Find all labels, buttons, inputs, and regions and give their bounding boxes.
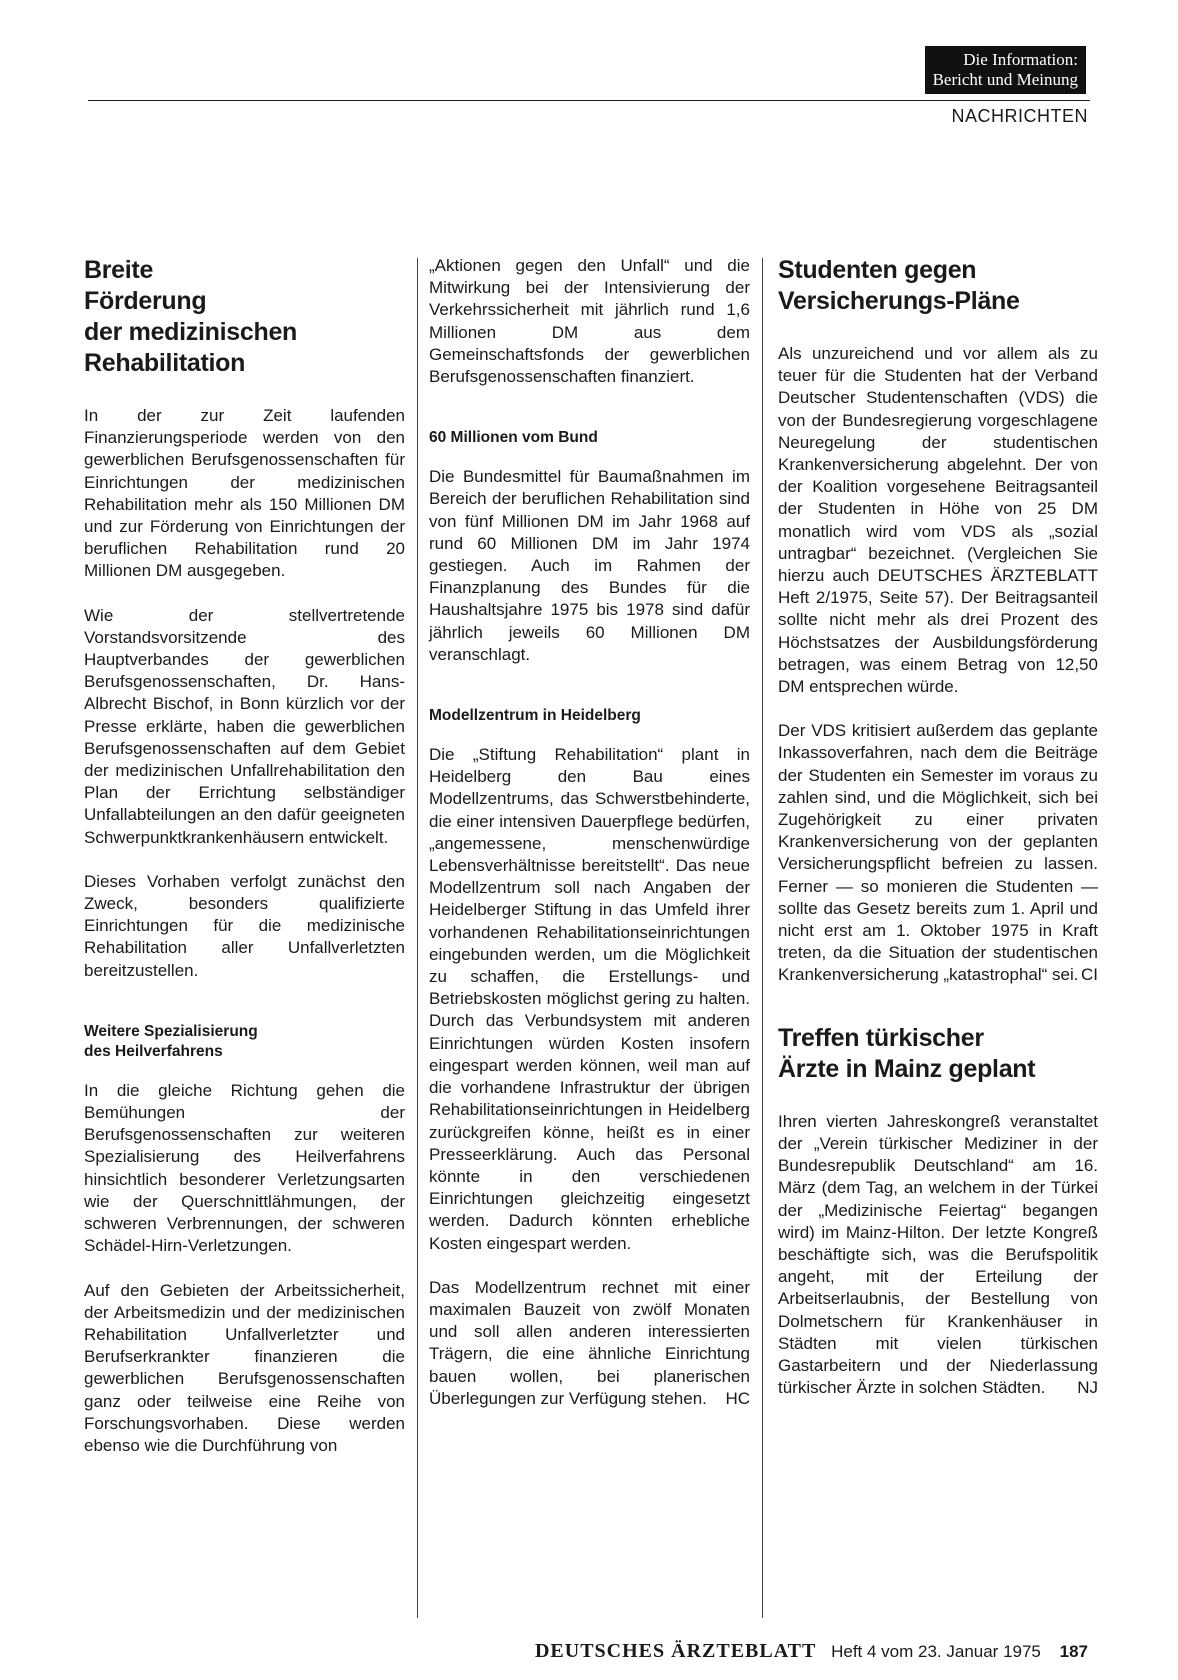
section-label: NACHRICHTEN [951, 106, 1088, 126]
column-2 [429, 255, 750, 1432]
title-line: Versicherungs-Pläne [778, 287, 1020, 315]
paragraph-text: Ihren vierten Jahreskongreß veranstaltet der „Verein türkischer Mediziner in der Bundesrepublik Deutschland“ am 16. März (dem Tag, an welchem in der Türkei der „Medizinische Feiertag“ begangen wird) im Mainz-Hilton. Der letzte Kongreß beschäftigte sich, was die Berufspolitik angeht, mit der Erteilung der Arbeitserlaubnis, der Bestellung von Dolmetschern für Krankenhäuser in Städten mit vielen türkischen Gastarbeitern und der Niederlassung türkischer Ärzte in solchen Städten. [778, 1111, 1098, 1398]
journal-name: DEUTSCHES ÄRZTEBLATT [534, 1640, 817, 1662]
article-title [84, 255, 405, 379]
header-rule [88, 100, 1090, 101]
section-box [925, 46, 1086, 94]
page-number: 187 [1059, 1642, 1088, 1661]
issue-info: Heft 4 vom 23. Januar 1975 [831, 1642, 1041, 1661]
section-line-1: Die Information: [963, 50, 1078, 69]
paragraph: Die Bundesmittel für Baumaßnahmen im Bereich der beruflichen Rehabilitation sind von fünf Millionen DM im Jahr 1968 auf rund 60 Millionen DM im Jahr 1974 gestiegen. Auch im Rahmen der Finanzplanung des Bundes für die Haushaltsjahre 1975 bis 1978 sind dafür jährlich jeweils 60 Millionen DM veranschlagt. [429, 467, 750, 664]
paragraph [778, 1111, 1098, 1400]
section-line-2: Bericht und Meinung [932, 70, 1078, 89]
title-line: Rehabilitation [84, 349, 246, 377]
paragraph: Auf den Gebieten der Arbeitssicherheit, der Arbeitsmedizin und der medizinischen Rehabilitation Unfallverletzter und Berufserkrankter finanzieren die gewerblichen Berufsgenossenschaften ganz oder teilweise eine Reihe von Forschungsvorhaben. Diese werden ebenso wie die Durchführung von [84, 1280, 405, 1455]
subheading: 60 Millionen vom Bund [429, 429, 598, 447]
paragraph-text: Der VDS kritisiert außerdem das geplante Inkassoverfahren, nach dem die Beiträge der Studenten ein Semester im voraus zu zahlen sind, und die Möglichkeit, sich bei Zugehörigkeit zu einer privaten Krankenversicherung von der geplanten Versicherungspflicht befreien zu lassen. Ferner — so monieren die Studenten — sollte das Gesetz bereits zum 1. April und nicht erst am 1. Oktober 1975 in Kraft treten, da die Situation der studentischen Krankenversicherung „katastrophal“ sei. [778, 721, 1098, 985]
author-signature: HC [725, 1388, 750, 1408]
title-line: Förderung [84, 287, 207, 315]
paragraph-text: Das Modellzentrum rechnet mit einer maximalen Bauzeit von zwölf Monaten und soll allen anderen interessierten Trägern, die eine ähnliche Einrichtung bauen wollen, bei planerischen Überlegungen zur Verfügung stehen. [429, 1277, 750, 1408]
paragraph: Die „Stiftung Rehabilitation“ plant in Heidelberg den Bau eines Modellzentrums, das Schwerstbehinderte, die einer intensiven Dauerpflege bedürfen, „angemessene, menschenwürdige Lebensverhältnisse bereitstellt“. Das neue Modellzentrum soll nach Angaben der Heidelberger Stiftung in das Umfeld ihrer vorhandenen Rehabilitationseinrichtungen eingebunden werden, um die Möglichkeit zu schaffen, die Erstellungs- und Betriebskosten möglichst gering zu halten. Durch das Verbundsystem mit anderen Einrichtungen würden Kosten insofern eingespart werden können, weil man auf die vorhandene Infrastruktur der übrigen Rehabilitationseinrichtungen in Heidelberg zurückgreifen könne, heißt es in einer Presseerklärung. Auch das Personal könnte in den verschiedenen Einrichtungen gleichzeitig eingesetzt werden. Dadurch könnten erhebliche Kosten eingespart werden. [429, 745, 750, 1253]
title-line: Ärzte in Mainz geplant [778, 1054, 1036, 1083]
column-1 [84, 255, 405, 1479]
article-title [778, 255, 1098, 317]
subheading: Modellzentrum in Heidelberg [429, 707, 641, 725]
paragraph: „Aktionen gegen den Unfall“ und die Mitwirkung bei der Intensivierung der Verkehrssicherheit mit jährlich rund 1,6 Millionen DM aus dem Gemeinschaftsfonds der gewerblichen Berufsgenossenschaften finanziert. [429, 256, 750, 387]
paragraph [778, 720, 1098, 986]
paragraph: Wie der stellvertretende Vorstandsvorsitzende des Hauptverbandes der gewerblichen Berufsgenossenschaften, Dr. Hans-Albrecht Bischof, in Bonn kürzlich vor der Presse erklärte, haben die gewerblichen Berufsgenossenschaften auf dem Gebiet der medizinischen Unfallrehabilitation den Plan der Errichtung selbständiger Unfallabteilungen an den dafür geeigneten Schwerpunktkrankenhäusern entwickelt. [84, 605, 405, 847]
paragraph: In die gleiche Richtung gehen die Bemühungen der Berufsgenossenschaften zur weiteren Spezialisierung des Heilverfahrens hinsichtlich besonderer Verletzungsarten wie der Querschnittlähmungen, der schweren Verbrennungen, der schweren Schädel-Hirn-Verletzungen. [84, 1080, 405, 1256]
author-signature: CI [1081, 965, 1098, 985]
subheading [84, 1022, 405, 1062]
paragraph: Als unzureichend und vor allem als zu teuer für die Studenten hat der Verband Deutscher Studentenschaften (VDS) die von der Bundesregierung vorgeschlagene Neuregelung der studentischen Krankenversicherung abgelehnt. Der von der Koalition vorgesehene Beitragsanteil der Studenten in Höhe von 25 DM monatlich wird vom VDS als „sozial untragbar“ bezeichnet. (Vergleichen Sie hierzu auch DEUTSCHES ÄRZTEBLATT Heft 2/1975, Seite 57). Der Beitragsanteil sollte nicht mehr als drei Prozent des Höchstsatzes der Ausbildungsförderung betragen, was einem Betrag von 12,50 DM entsprechen würde. [778, 344, 1098, 697]
page-footer [535, 1640, 1088, 1663]
article-title [778, 1023, 1098, 1085]
title-line: Breite [84, 256, 154, 284]
column-divider [762, 258, 763, 1618]
title-line: Treffen türkischer [778, 1023, 984, 1052]
author-signature: NJ [1077, 1378, 1098, 1398]
title-line: der medizinischen [84, 318, 298, 346]
paragraph: Dieses Vorhaben verfolgt zunächst den Zweck, besonders qualifizierte Einrichtungen für die medizinische Rehabilitation aller Unfallverletzten bereitzustellen. [84, 871, 405, 980]
paragraph [429, 1277, 750, 1410]
column-3 [778, 255, 1098, 1421]
subheading-line: des Heilverfahrens [84, 1042, 223, 1060]
subheading-line: Weitere Spezialisierung [84, 1022, 258, 1040]
paragraph: In der zur Zeit laufenden Finanzierungsperiode werden von den gewerblichen Berufsgenossenschaften für Einrichtungen der medizinischen Rehabilitation mehr als 150 Millionen DM und zur Förderung von Einrichtungen der beruflichen Rehabilitation rund 20 Millionen DM ausgegeben. [84, 406, 405, 581]
column-divider [417, 258, 418, 1618]
title-line: Studenten gegen [778, 256, 977, 284]
